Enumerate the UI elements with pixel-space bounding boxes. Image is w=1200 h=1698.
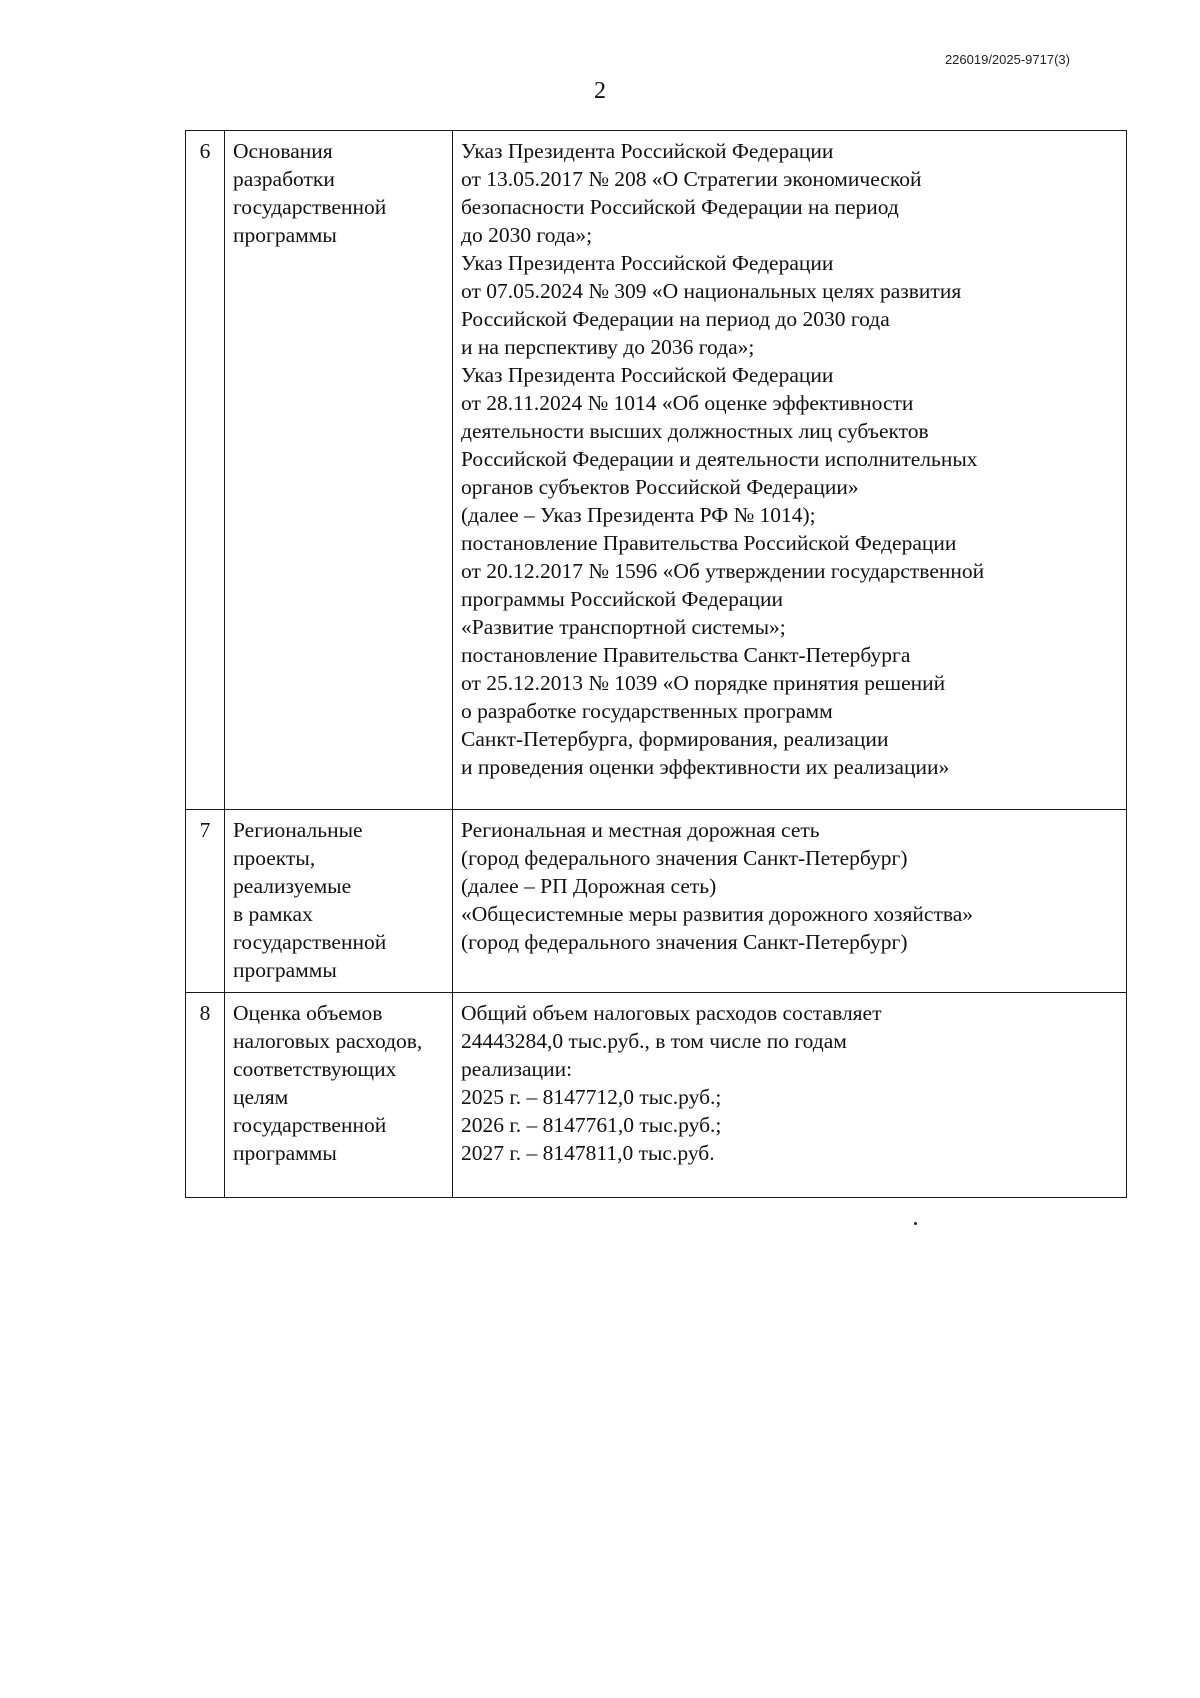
- label-line: государственной: [233, 1113, 387, 1137]
- row-content: [453, 993, 1127, 1198]
- row-label: [225, 993, 453, 1198]
- content-line: постановление Правительства Санкт-Петербурга: [461, 643, 911, 667]
- content-line: Российской Федерации на период до 2030 года: [461, 307, 890, 331]
- content-line: (город федерального значения Санкт-Петербург): [461, 930, 908, 954]
- content-line: реализации:: [461, 1057, 573, 1081]
- row-label: [225, 810, 453, 993]
- content-line: от 20.12.2017 № 1596 «Об утверждении государственной: [461, 559, 985, 583]
- label-line: разработки: [233, 167, 335, 191]
- content-line: (далее – Указ Президента РФ № 1014);: [461, 503, 816, 527]
- label-line: государственной: [233, 930, 387, 954]
- content-line: безопасности Российской Федерации на период: [461, 195, 899, 219]
- program-passport-table: [185, 130, 1127, 1198]
- label-line: налоговых расходов,: [233, 1029, 423, 1053]
- scan-speck: [914, 1222, 917, 1225]
- content-line: 24443284,0 тыс.руб., в том числе по годам: [461, 1029, 847, 1053]
- label-line: реализуемые: [233, 874, 352, 898]
- label-line: проекты,: [233, 846, 316, 870]
- content-line: от 07.05.2024 № 309 «О национальных целях развития: [461, 279, 962, 303]
- content-line: Указ Президента Российской Федерации: [461, 139, 834, 163]
- page-number: 2: [594, 78, 606, 104]
- content-line: 2025 г. – 8147712,0 тыс.руб.;: [461, 1085, 722, 1109]
- content-line: деятельности высших должностных лиц субъектов: [461, 419, 929, 443]
- row-number: 6: [186, 131, 225, 810]
- content-line: Российской Федерации и деятельности исполнительных: [461, 447, 978, 471]
- label-line: соответствующих: [233, 1057, 397, 1081]
- content-line: Указ Президента Российской Федерации: [461, 363, 834, 387]
- content-line: органов субъектов Российской Федерации»: [461, 475, 859, 499]
- content-line: Указ Президента Российской Федерации: [461, 251, 834, 275]
- row-number: 7: [186, 810, 225, 993]
- row-label: [225, 131, 453, 810]
- label-line: программы: [233, 958, 337, 982]
- content-line: 2026 г. – 8147761,0 тыс.руб.;: [461, 1113, 722, 1137]
- content-line: постановление Правительства Российской Федерации: [461, 531, 957, 555]
- content-line: Региональная и местная дорожная сеть: [461, 818, 820, 842]
- row-content: [453, 131, 1127, 810]
- document-id: 226019/2025-9717(3): [944, 52, 1070, 67]
- table-row: [186, 810, 1127, 993]
- content-line: от 13.05.2017 № 208 «О Стратегии экономической: [461, 167, 922, 191]
- label-line: Основания: [233, 139, 333, 163]
- label-line: в рамках: [233, 902, 313, 926]
- content-line: и на перспективу до 2036 года»;: [461, 335, 755, 359]
- label-line: Региональные: [233, 818, 363, 842]
- content-line: «Общесистемные меры развития дорожного хозяйства»: [461, 902, 974, 926]
- table-row: [186, 993, 1127, 1198]
- content-line: до 2030 года»;: [461, 223, 593, 247]
- content-line: от 28.11.2024 № 1014 «Об оценке эффективности: [461, 391, 914, 415]
- content-line: (город федерального значения Санкт-Петербург): [461, 846, 908, 870]
- content-line: «Развитие транспортной системы»;: [461, 615, 786, 639]
- content-line: программы Российской Федерации: [461, 587, 784, 611]
- label-line: целям: [233, 1085, 289, 1109]
- table-row: [186, 131, 1127, 810]
- content-line: и проведения оценки эффективности их реализации»: [461, 755, 950, 779]
- content-line: Санкт-Петербурга, формирования, реализации: [461, 727, 889, 751]
- row-content: [453, 810, 1127, 993]
- content-line: от 25.12.2013 № 1039 «О порядке принятия решений: [461, 671, 946, 695]
- row-number: 8: [186, 993, 225, 1198]
- content-line: (далее – РП Дорожная сеть): [461, 874, 717, 898]
- label-line: программы: [233, 1141, 337, 1165]
- content-line: 2027 г. – 8147811,0 тыс.руб.: [461, 1141, 715, 1165]
- label-line: программы: [233, 223, 337, 247]
- label-line: государственной: [233, 195, 387, 219]
- content-line: Общий объем налоговых расходов составляет: [461, 1001, 882, 1025]
- content-line: о разработке государственных программ: [461, 699, 833, 723]
- label-line: Оценка объемов: [233, 1001, 383, 1025]
